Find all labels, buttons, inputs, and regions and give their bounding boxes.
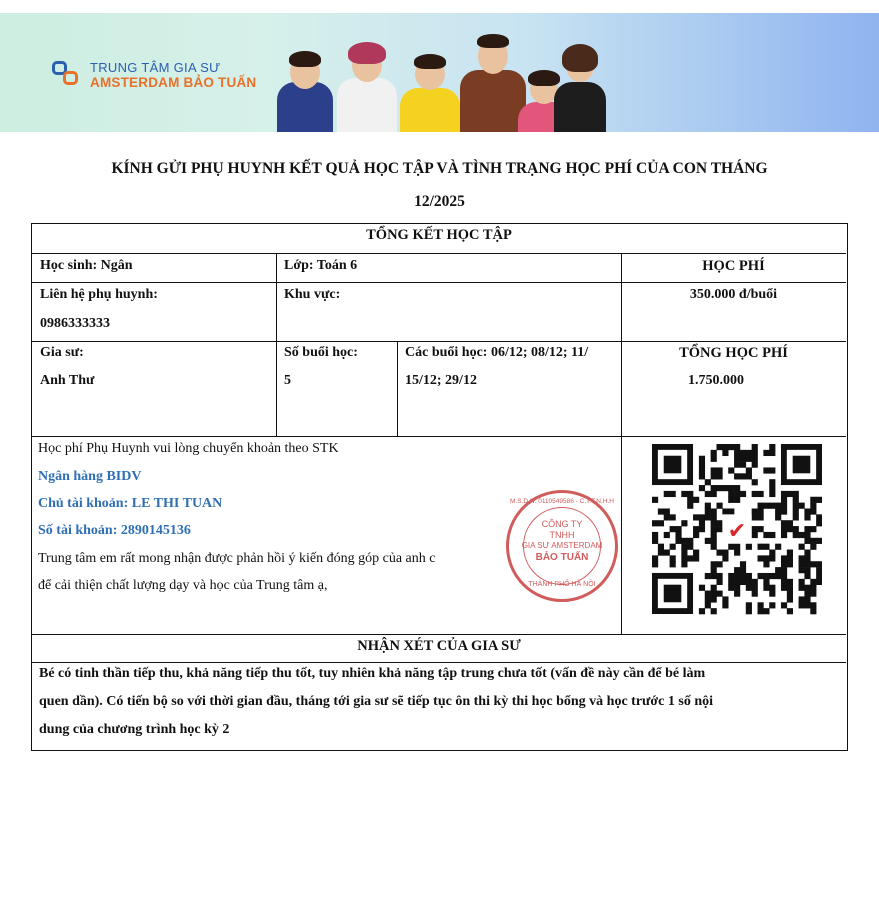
stamp-line1: CÔNG TY (541, 519, 583, 529)
sessions-label: Số buổi học: (284, 345, 358, 360)
payment-instruction: Học phí Phụ Huynh vui lòng chuyển khoản theo STK (38, 441, 339, 456)
review-line1: Bé có tinh thần tiếp thu, khả năng tiếp thu tốt, tuy nhiên khả năng tập trung chưa tốt (vấn đề này cần để bé làm (39, 666, 706, 681)
review-line3: dung của chương trình học kỳ 2 (39, 722, 230, 737)
stamp-ring-top: M.S.D.N: 0110549586 - C.T.T.N.H.H (510, 498, 614, 505)
parent-contact-phone: 0986333333 (40, 316, 110, 331)
session-dates-line1: Các buổi học: 06/12; 08/12; 11/ (405, 345, 589, 360)
summary-table (31, 223, 848, 751)
qr-center-logo-icon: ✔ (727, 518, 747, 544)
stamp-ring-bottom: THÀNH PHỐ HÀ NỘI (528, 581, 596, 588)
stamp-line3: GIA SƯ AMSTERDAM (521, 541, 603, 550)
session-dates-line2: 15/12; 29/12 (405, 373, 477, 388)
page-title: KÍNH GỬI PHỤ HUYNH KẾT QUẢ HỌC TẬP VÀ TÌNH TRẠNG HỌC PHÍ CỦA CON THÁNG (111, 160, 768, 177)
summary-heading: TỔNG KẾT HỌC TẬP (366, 227, 512, 243)
banner-people-photo (270, 13, 610, 132)
page-title-month: 12/2025 (414, 193, 465, 210)
qr-code (652, 444, 822, 616)
logo-mark-icon (52, 61, 82, 89)
bank-name: Ngân hàng BIDV (38, 469, 142, 484)
feedback-line2: để cải thiện chất lượng dạy và học của Trung tâm ạ, (38, 578, 328, 593)
review-line2: quen dần). Có tiến bộ so với thời gian đầu, tháng tới gia sư sẽ tiếp tục ôn thi kỳ thi học bổng và học trước 1 số nội (39, 694, 714, 709)
feedback-line1: Trung tâm em rất mong nhận được phản hồi ý kiến đóng góp của anh c (38, 551, 436, 566)
header-banner (0, 13, 879, 132)
stamp-line2: TNHH (549, 530, 575, 540)
center-logo (52, 60, 256, 90)
parent-contact-label: Liên hệ phụ huynh: (40, 287, 158, 302)
class-name: Lớp: Toán 6 (284, 258, 358, 273)
logo-line2: AMSTERDAM BẢO TUẤN (90, 75, 257, 90)
logo-line1: TRUNG TÂM GIA SƯ (90, 60, 221, 75)
total-fee-label: TỔNG HỌC PHÍ (679, 345, 788, 361)
fee-per-session: 350.000 đ/buổi (689, 287, 778, 302)
student-name: Học sinh: Ngân (40, 258, 133, 273)
stamp-line4: BẢO TUẤN (535, 552, 589, 563)
tutor-label: Gia sư: (40, 345, 84, 360)
company-stamp (506, 490, 618, 602)
area-label: Khu vực: (284, 287, 341, 302)
sessions-count: 5 (284, 373, 291, 388)
fee-header: HỌC PHÍ (702, 258, 765, 274)
total-fee-value: 1.750.000 (688, 373, 744, 388)
account-holder: Chủ tài khoản: LE THI TUAN (38, 496, 223, 511)
review-heading: NHẬN XÉT CỦA GIA SƯ (357, 638, 521, 654)
tutor-name: Anh Thư (40, 373, 95, 388)
account-number: Số tài khoản: 2890145136 (38, 523, 191, 538)
